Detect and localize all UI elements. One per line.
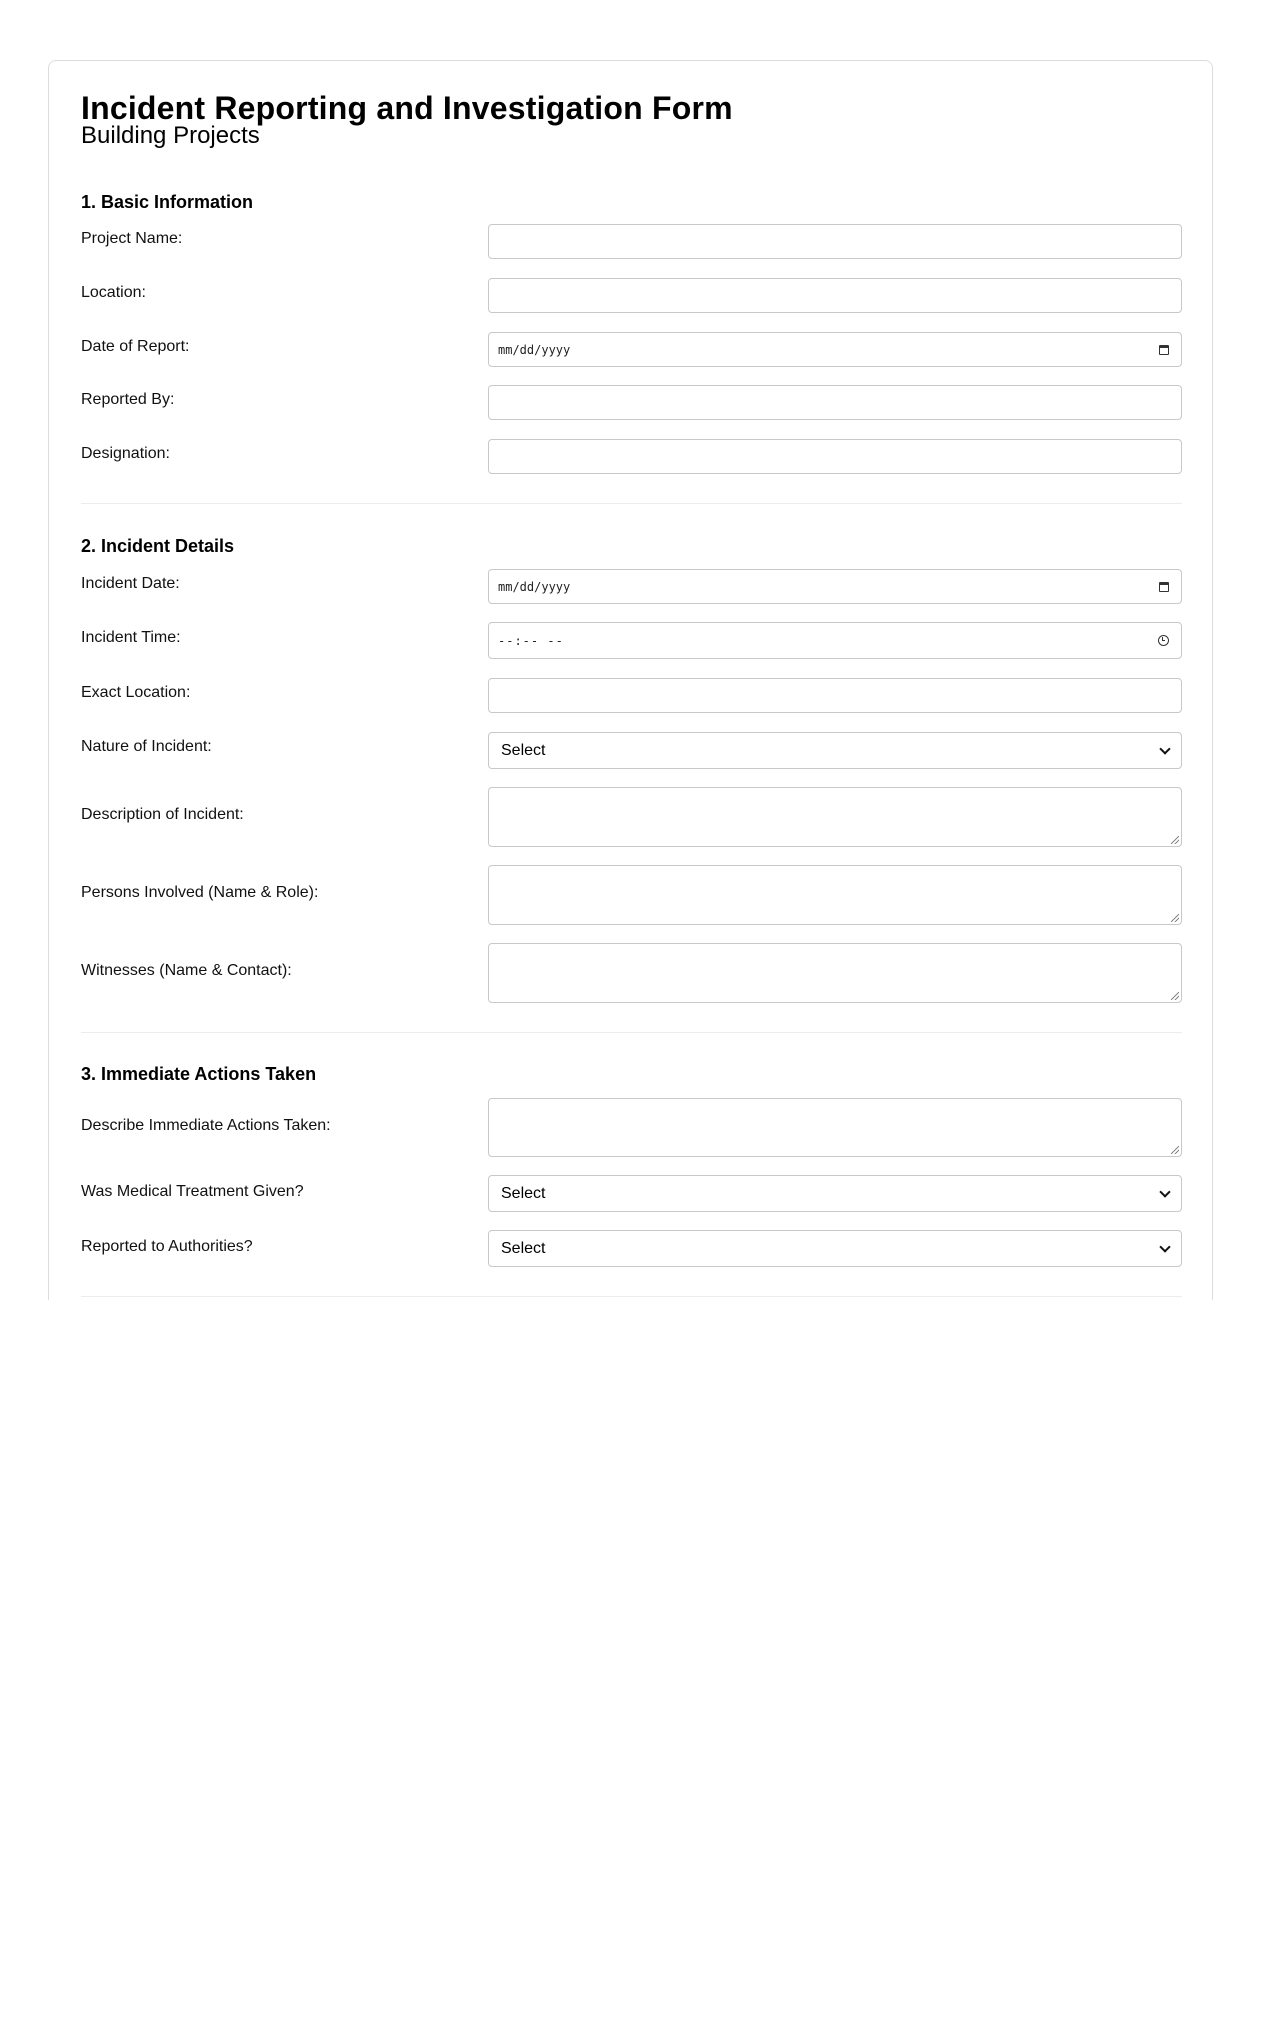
project-name-label: Project Name: (81, 230, 183, 247)
select-value: Select (501, 1239, 546, 1257)
location-label: Location: (81, 284, 146, 301)
resize-handle-icon[interactable] (1171, 1146, 1179, 1154)
description-of-incident-textarea[interactable] (488, 787, 1182, 847)
date-placeholder: mm/dd/yyyy (498, 579, 571, 594)
location-input[interactable] (488, 278, 1182, 313)
incident-date-input[interactable] (488, 569, 1182, 604)
incident-date-label: Incident Date: (81, 575, 180, 592)
reported-by-label: Reported By: (81, 391, 175, 408)
section-divider (81, 1296, 1182, 1297)
select-value: Select (501, 741, 546, 759)
exact-location-input[interactable] (488, 678, 1182, 713)
immediate-actions-textarea[interactable] (488, 1098, 1182, 1157)
calendar-icon[interactable] (1159, 345, 1169, 355)
chevron-down-icon (1159, 1186, 1170, 1197)
date-of-report-label: Date of Report: (81, 338, 190, 355)
date-placeholder: mm/dd/yyyy (498, 342, 571, 357)
clock-icon[interactable] (1158, 635, 1169, 646)
reported-to-authorities-label: Reported to Authorities? (81, 1238, 253, 1255)
witnesses-textarea[interactable] (488, 943, 1182, 1003)
resize-handle-icon[interactable] (1171, 836, 1179, 844)
time-placeholder: --:-- -- (498, 633, 564, 648)
section-divider (81, 503, 1182, 504)
reported-by-input[interactable] (488, 385, 1182, 420)
section-divider (81, 1032, 1182, 1033)
persons-involved-label: Persons Involved (Name & Role): (81, 884, 319, 901)
persons-involved-textarea[interactable] (488, 865, 1182, 925)
resize-handle-icon[interactable] (1171, 914, 1179, 922)
medical-treatment-select[interactable] (488, 1175, 1182, 1212)
incident-time-input[interactable] (488, 622, 1182, 659)
nature-of-incident-label: Nature of Incident: (81, 738, 212, 755)
select-value: Select (501, 1184, 546, 1202)
designation-input[interactable] (488, 439, 1182, 474)
page-subtitle: Building Projects (81, 122, 260, 149)
date-of-report-input[interactable] (488, 332, 1182, 367)
calendar-icon[interactable] (1159, 582, 1169, 592)
chevron-down-icon (1159, 1241, 1170, 1252)
section-heading-basic-information: 1. Basic Information (81, 192, 254, 212)
exact-location-label: Exact Location: (81, 684, 191, 701)
page-title: Incident Reporting and Investigation Form (81, 90, 733, 126)
section-heading-incident-details: 2. Incident Details (81, 536, 235, 556)
medical-treatment-label: Was Medical Treatment Given? (81, 1183, 304, 1200)
incident-time-label: Incident Time: (81, 629, 181, 646)
chevron-down-icon (1159, 743, 1170, 754)
project-name-input[interactable] (488, 224, 1182, 259)
resize-handle-icon[interactable] (1171, 992, 1179, 1000)
designation-label: Designation: (81, 445, 170, 462)
nature-of-incident-select[interactable] (488, 732, 1182, 769)
description-of-incident-label: Description of Incident: (81, 806, 244, 823)
witnesses-label: Witnesses (Name & Contact): (81, 962, 292, 979)
immediate-actions-label: Describe Immediate Actions Taken: (81, 1117, 331, 1134)
section-heading-immediate-actions: 3. Immediate Actions Taken (81, 1064, 317, 1084)
reported-to-authorities-select[interactable] (488, 1230, 1182, 1267)
